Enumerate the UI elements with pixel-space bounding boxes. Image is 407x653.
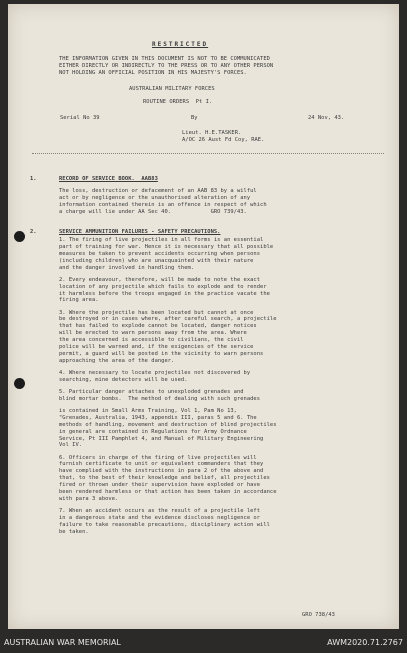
by-label: By bbox=[191, 115, 198, 121]
section-2-line: location of any projectile which fails to explode and to render bbox=[59, 283, 267, 290]
section-2-line: been rendered harmless or that action has been taken in accordance bbox=[59, 489, 277, 495]
section-2-line: 4. Where necessary to locate projectiles not discovered by bbox=[59, 369, 251, 376]
section-2-line: (including children) who are unacquainted with their nature bbox=[59, 257, 254, 264]
warning-line-3: NOT HOLDING AN OFFICIAL POSITION IN HIS MAJESTY'S FORCES. bbox=[59, 70, 247, 76]
section-2-number: 2. bbox=[30, 229, 37, 235]
section-2-line: be destroyed or in cases where, after careful search, a projectile bbox=[59, 316, 277, 323]
officer-unit: A/OC 26 Aust Fd Coy, RAE. bbox=[182, 137, 265, 143]
section-2-line: will be erected to warn persons away from the area. Where bbox=[59, 330, 247, 337]
section-2-line: furnish certificate to unit or equivalent commanders that they bbox=[59, 461, 264, 468]
section-1-heading: RECORD OF SERVICE BOOK. AAB83 bbox=[59, 176, 158, 182]
binder-hole-bottom bbox=[14, 378, 25, 389]
section-2-line: Service, Pt III Pamphlet 4, and Manual of Military Engineering bbox=[59, 435, 264, 442]
section-2-line: with para 3 above. bbox=[59, 495, 119, 502]
section-2-line: 3. Where the projectile has been located but cannot at once bbox=[59, 309, 254, 316]
section-1-line: act or by negligence or the unauthorised alteration of any bbox=[59, 195, 251, 201]
warning-line-1: THE INFORMATION GIVEN IN THIS DOCUMENT IS NOT TO BE COMMUNICATED bbox=[59, 56, 270, 62]
section-2-line: have complied with the instructions in para 2 of the above and bbox=[59, 468, 264, 475]
section-2-line: "Grenades, Australia, 1943, appendix III, paras 5 and 6. The bbox=[59, 414, 257, 421]
section-2-line: is contained in Small Arms Training, Vol 1, Pam No 13, bbox=[59, 407, 237, 414]
section-2-line: firing area. bbox=[59, 297, 99, 304]
order-date: 24 Nov, 43. bbox=[308, 115, 345, 121]
section-2-line: approaching the area of the danger. bbox=[59, 357, 175, 364]
section-2-line: that, to the best of their knowledge and belief, all projectiles bbox=[59, 475, 270, 482]
section-1-line: a charge will lie under AA Sec 40. GRO 739/43. bbox=[59, 209, 247, 215]
section-2-line: 7. When an accident occurs as the result of a projectile left bbox=[59, 508, 261, 514]
section-2-line: 6. Officers in charge of the firing of live projectiles will bbox=[59, 454, 257, 461]
organization-name: AUSTRALIAN MILITARY FORCES bbox=[129, 86, 215, 92]
footer-accession-number: AWM2020.71.2767 bbox=[327, 638, 403, 647]
section-1-line: The loss, destruction or defacement of an AAB 83 by a wilful bbox=[59, 188, 257, 194]
section-2-line: failure to take reasonable precautions, disciplinary action will bbox=[59, 521, 270, 528]
section-2-line: part of training for war. Hence it is necessary that all possible bbox=[59, 243, 274, 250]
section-2-line: in general are contained in Regulations for Army Ordnance bbox=[59, 428, 247, 435]
warning-line-2: EITHER DIRECTLY OR INDIRECTLY TO THE PRESS OR TO ANY OTHER PERSON bbox=[59, 63, 274, 69]
gro-reference: GRO 738/43 bbox=[302, 612, 335, 618]
section-1-number: 1. bbox=[30, 176, 37, 182]
section-2-line: permit, a guard will be posted in the vicinity to warn persons bbox=[59, 350, 264, 357]
section-2-line: Vol IV. bbox=[59, 442, 83, 449]
section-2-line: 5. Particular danger attaches to unexploded grenades and bbox=[59, 388, 244, 395]
section-2-line: police will be warned and, if the exigencies of the service bbox=[59, 344, 254, 350]
section-1-line: information contained therein is an offence in respect of which bbox=[59, 202, 267, 208]
section-2-line: measures be taken to prevent accidents occurring when persons bbox=[59, 250, 261, 257]
section-2-line: searching, mine detectors will be used. bbox=[59, 376, 188, 383]
section-2-line: that has failed to explode cannot be located, danger notices bbox=[59, 323, 257, 330]
section-2-line: fired or thrown under their supervision have exploded or have bbox=[59, 482, 261, 489]
document-page bbox=[8, 4, 399, 629]
binder-hole-top bbox=[14, 231, 25, 242]
section-2-heading: SERVICE AMMUNITION FAILURES - SAFETY PRECAUTIONS. bbox=[59, 229, 221, 235]
classification-title: RESTRICTED bbox=[152, 41, 209, 48]
section-2-line: in a dangerous state and the evidence discloses negligence or bbox=[59, 514, 261, 521]
section-2-line: the area concerned is accessible to civilians, the civil bbox=[59, 337, 244, 344]
section-2-line: methods of handling, movement and destruction of blind projectiles bbox=[59, 421, 277, 428]
section-2-line: 2. Every endeavour, therefore, will be made to note the exact bbox=[59, 276, 261, 283]
footer-bar bbox=[0, 633, 407, 653]
section-2-line: and the danger involved in handling them. bbox=[59, 264, 195, 271]
orders-title: ROUTINE ORDERS Pt I. bbox=[143, 99, 213, 105]
section-2-line: 1. The firing of live projectiles in all forms is an essential bbox=[59, 237, 264, 243]
section-2-line: blind mortar bombs. The method of dealing with such grenades bbox=[59, 395, 261, 402]
officer-name: Lieut. H.E.TASKER. bbox=[182, 130, 242, 136]
section-2-line: be taken. bbox=[59, 528, 89, 535]
footer-institution: AUSTRALIAN WAR MEMORIAL bbox=[4, 638, 121, 647]
separator-line bbox=[32, 153, 384, 154]
serial-number: Serial No 39 bbox=[60, 115, 100, 121]
section-2-line: it harmless before the troops engaged in the practice vacate the bbox=[59, 290, 270, 297]
